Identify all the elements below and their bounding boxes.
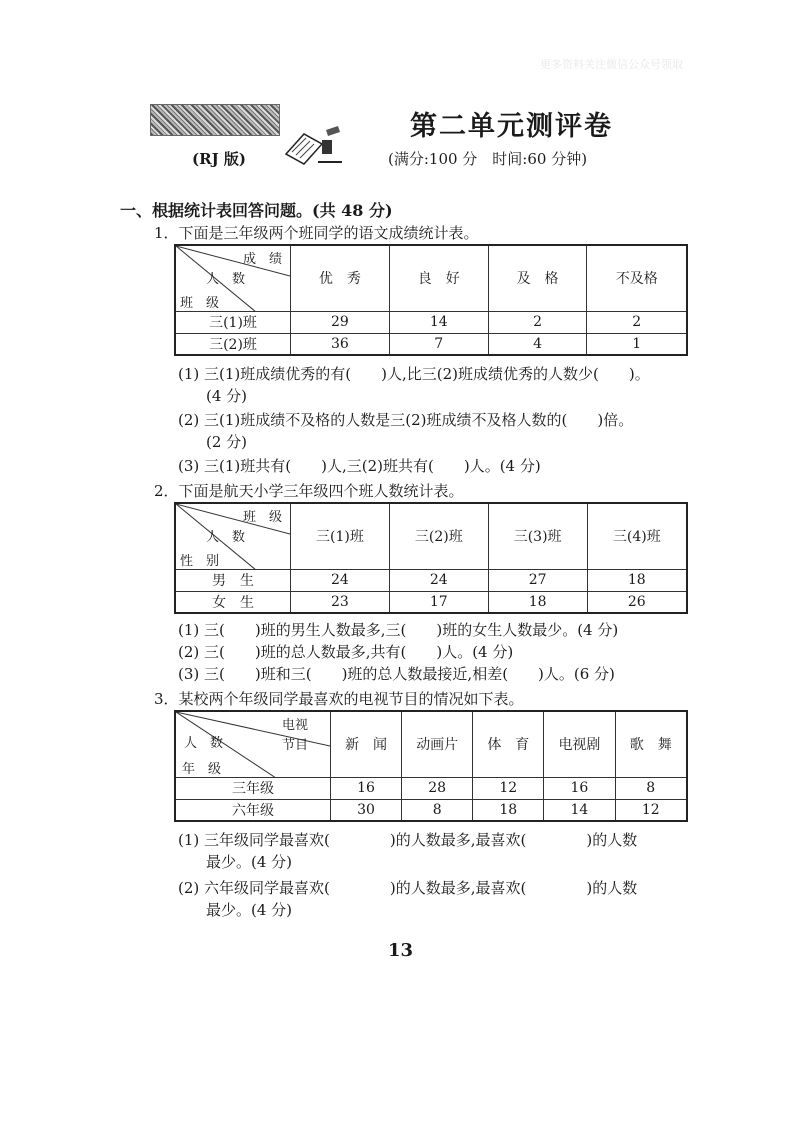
q1-diag-bottom: 班 级 bbox=[180, 296, 220, 311]
table-row bbox=[175, 311, 687, 333]
q1-col-header: 良 好 bbox=[389, 245, 488, 311]
table-cell: 29 bbox=[291, 311, 390, 333]
q1-sub: (2) 三(1)班成绩不及格的人数是三(2)班成绩不及格人数的( )倍。 bbox=[178, 411, 634, 429]
table-row bbox=[175, 777, 687, 799]
table-cell: 7 bbox=[389, 333, 488, 355]
row-label: 三(1)班 bbox=[175, 311, 291, 333]
table-cell: 18 bbox=[488, 591, 587, 613]
book-icon bbox=[282, 124, 346, 168]
table-cell: 18 bbox=[473, 799, 544, 821]
table-cell: 2 bbox=[587, 311, 687, 333]
row-label: 男 生 bbox=[175, 569, 291, 591]
q3-prompt: 3．某校两个年级同学最喜欢的电视节目的情况如下表。 bbox=[154, 690, 524, 708]
q1-diag-top: 成 绩 bbox=[242, 252, 282, 267]
q1-col-header: 及 格 bbox=[488, 245, 587, 311]
q3-sub: 最少。(4 分) bbox=[206, 853, 293, 871]
table-cell: 18 bbox=[587, 569, 687, 591]
q2-col-header: 三(3)班 bbox=[488, 503, 587, 569]
q2-sub: (1) 三( )班的男生人数最多,三( )班的女生人数最少。(4 分) bbox=[178, 621, 619, 639]
table-cell: 1 bbox=[587, 333, 687, 355]
table-cell: 2 bbox=[488, 311, 587, 333]
table-cell: 12 bbox=[615, 799, 687, 821]
watermark: 更多资料关注微信公众号领取 bbox=[540, 58, 683, 71]
table-cell: 17 bbox=[389, 591, 488, 613]
table-cell: 16 bbox=[544, 777, 615, 799]
q1-col-header: 优 秀 bbox=[291, 245, 390, 311]
table-cell: 23 bbox=[291, 591, 390, 613]
q2-sub: (3) 三( )班和三( )班的总人数最接近,相差( )人。(6 分) bbox=[178, 665, 615, 683]
table-row bbox=[175, 333, 687, 355]
q2-col-header: 三(4)班 bbox=[587, 503, 687, 569]
table-cell: 36 bbox=[291, 333, 390, 355]
q2-diag-mid: 人 数 bbox=[206, 530, 246, 545]
q3-col-header: 动画片 bbox=[402, 711, 473, 777]
q1-sub: (4 分) bbox=[206, 387, 248, 405]
q3-sub: (1) 三年级同学最喜欢( )的人数最多,最喜欢( )的人数 bbox=[178, 831, 638, 849]
score-time-info: (满分:100 分 时间:60 分钟) bbox=[388, 150, 588, 168]
row-label: 女 生 bbox=[175, 591, 291, 613]
q1-diagonal-header bbox=[175, 245, 291, 311]
q2-col-header: 三(1)班 bbox=[291, 503, 390, 569]
q3-diag-top: 电视 bbox=[281, 718, 308, 733]
q2-table bbox=[174, 502, 688, 614]
q2-diag-top: 班 级 bbox=[242, 510, 282, 525]
table-row bbox=[175, 569, 687, 591]
q3-diag-top2: 节目 bbox=[281, 738, 308, 753]
row-label: 三年级 bbox=[175, 777, 331, 799]
q1-diag-mid: 人 数 bbox=[206, 272, 246, 287]
q3-col-header: 新 闻 bbox=[331, 711, 402, 777]
row-label: 六年级 bbox=[175, 799, 331, 821]
table-cell: 14 bbox=[389, 311, 488, 333]
q1-col-header: 不及格 bbox=[587, 245, 687, 311]
q3-diag-bottom: 年 级 bbox=[182, 762, 222, 777]
q3-diagonal-header bbox=[175, 711, 331, 777]
table-cell: 28 bbox=[402, 777, 473, 799]
q2-sub: (2) 三( )班的总人数最多,共有( )人。(4 分) bbox=[178, 643, 514, 661]
q2-col-header: 三(2)班 bbox=[389, 503, 488, 569]
q1-sub: (2 分) bbox=[206, 433, 248, 451]
table-cell: 8 bbox=[402, 799, 473, 821]
table-cell: 24 bbox=[291, 569, 390, 591]
q1-prompt: 1．下面是三年级两个班同学的语文成绩统计表。 bbox=[154, 224, 479, 242]
header-banner-graphic bbox=[150, 104, 280, 136]
q2-diag-bottom: 性 别 bbox=[180, 554, 220, 569]
q1-table bbox=[174, 244, 688, 356]
q1-sub: (1) 三(1)班成绩优秀的有( )人,比三(2)班成绩优秀的人数少( )。 bbox=[178, 365, 650, 383]
row-label: 三(2)班 bbox=[175, 333, 291, 355]
page-title: 第二单元测评卷 bbox=[410, 111, 613, 142]
edition-label: (RJ 版) bbox=[192, 150, 246, 168]
table-cell: 12 bbox=[473, 777, 544, 799]
q3-sub: (2) 六年级同学最喜欢( )的人数最多,最喜欢( )的人数 bbox=[178, 879, 638, 897]
q3-sub: 最少。(4 分) bbox=[206, 901, 293, 919]
q1-sub: (3) 三(1)班共有( )人,三(2)班共有( )人。(4 分) bbox=[178, 457, 541, 475]
table-cell: 8 bbox=[615, 777, 687, 799]
page-number: 13 bbox=[388, 940, 414, 961]
table-cell: 27 bbox=[488, 569, 587, 591]
table-cell: 4 bbox=[488, 333, 587, 355]
table-cell: 14 bbox=[544, 799, 615, 821]
q3-col-header: 电视剧 bbox=[544, 711, 615, 777]
table-row bbox=[175, 591, 687, 613]
q2-diagonal-header bbox=[175, 503, 291, 569]
q3-table bbox=[174, 710, 688, 822]
table-cell: 24 bbox=[389, 569, 488, 591]
section-heading: 一、根据统计表回答问题。(共 48 分) bbox=[120, 201, 393, 220]
table-cell: 26 bbox=[587, 591, 687, 613]
table-row bbox=[175, 799, 687, 821]
q3-col-header: 歌 舞 bbox=[615, 711, 687, 777]
table-cell: 16 bbox=[331, 777, 402, 799]
q2-prompt: 2．下面是航天小学三年级四个班人数统计表。 bbox=[154, 482, 464, 500]
q3-col-header: 体 育 bbox=[473, 711, 544, 777]
q3-diag-mid: 人 数 bbox=[184, 736, 224, 751]
table-cell: 30 bbox=[331, 799, 402, 821]
